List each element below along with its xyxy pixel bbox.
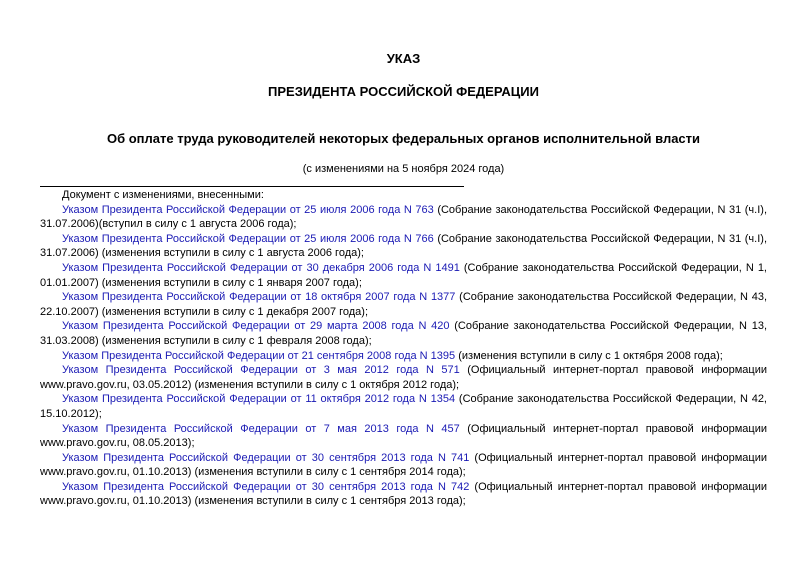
change-item-details: (Собрание законодательства Российской Федерации, N 31 (ч.I), 31.07.2006) (изменения вступили в силу с 1 августа 2006 года); [40, 232, 767, 260]
changes-list [40, 188, 767, 509]
change-item [40, 319, 767, 348]
revision-note: (с изменениями на 5 ноября 2024 года) [302, 163, 505, 175]
decree-link-457[interactable]: Указом Президента Российской Федерации от 7 мая 2013 года N 457 [62, 422, 460, 435]
document-title: Об оплате труда руководителей некоторых федеральных органов исполнительной власти [106, 131, 701, 146]
decree-link-1395[interactable]: Указом Президента Российской Федерации от 21 сентября 2008 года N 1395 [62, 349, 456, 362]
decree-link-1377[interactable]: Указом Президента Российской Федерации от 18 октября 2007 года N 1377 [62, 291, 456, 304]
header-divider [40, 186, 464, 187]
change-item-details: (изменения вступили в силу с 1 октября 2008 года); [455, 349, 723, 362]
change-item-details: (Официальный интернет-портал правовой информации www.pravo.gov.ru, 01.10.2013) (изменения вступили в силу с 1 сентября 2014 года); [40, 451, 768, 479]
doc-type-title: УКАЗ [386, 51, 421, 66]
decree-link-1491[interactable]: Указом Президента Российской Федерации от 30 декабря 2006 года N 1491 [62, 261, 460, 274]
decree-link-742[interactable]: Указом Президента Российской Федерации от 30 сентября 2013 года N 742 [62, 480, 470, 493]
change-item [40, 203, 767, 232]
change-item [40, 349, 767, 364]
change-item-details: (Собрание законодательства Российской Федерации, N 1, 01.01.2007) (изменения вступили в силу с 1 января 2007 года); [40, 261, 767, 289]
change-item [40, 451, 767, 480]
change-item [40, 261, 767, 290]
decree-link-571[interactable]: Указом Президента Российской Федерации от 3 мая 2012 года N 571 [62, 364, 460, 377]
changes-intro: Документ с изменениями, внесенными: [62, 189, 264, 201]
decree-link-420[interactable]: Указом Президента Российской Федерации от 29 марта 2008 года N 420 [62, 320, 450, 333]
change-item [40, 480, 767, 509]
change-item [40, 363, 767, 392]
change-item-details: (Собрание законодательства Российской Федерации, N 13, 31.03.2008) (изменения вступили в силу с 1 февраля 2008 года); [40, 320, 767, 347]
change-item [40, 232, 767, 261]
change-item-details: (Официальный интернет-портал правовой информации www.pravo.gov.ru, 08.05.2013); [40, 422, 767, 450]
decree-link-1354[interactable]: Указом Президента Российской Федерации от 11 октября 2012 года N 1354 [62, 393, 456, 406]
change-item-details: (Собрание законодательства Российской Федерации, N 42, 15.10.2012); [40, 393, 767, 420]
change-item-details: (Собрание законодательства Российской Федерации, N 43, 22.10.2007) (изменения вступили в силу с 1 декабря 2007 года); [40, 291, 768, 318]
change-item-details: (Собрание законодательства Российской Федерации, N 31 (ч.I), 31.07.2006)(вступил в силу с 1 августа 2006 года); [40, 203, 767, 231]
change-item [40, 422, 767, 451]
decree-link-766[interactable]: Указом Президента Российской Федерации от 25 июля 2006 года N 766 [62, 232, 434, 245]
change-item [40, 392, 767, 421]
decree-link-763[interactable]: Указом Президента Российской Федерации от 25 июля 2006 года N 763 [62, 203, 434, 216]
decree-link-741[interactable]: Указом Президента Российской Федерации от 30 сентября 2013 года N 741 [62, 451, 470, 464]
change-item-details: (Официальный интернет-портал правовой информации www.pravo.gov.ru, 01.10.2013) (изменения вступили в силу с 1 сентября 2013 года); [40, 480, 768, 508]
change-item [40, 290, 767, 319]
issuer-title: ПРЕЗИДЕНТА РОССИЙСКОЙ ФЕДЕРАЦИИ [268, 84, 539, 99]
change-item-details: (Официальный интернет-портал правовой информации www.pravo.gov.ru, 03.05.2012) (изменения вступили в силу с 1 октября 2012 года); [40, 364, 767, 391]
